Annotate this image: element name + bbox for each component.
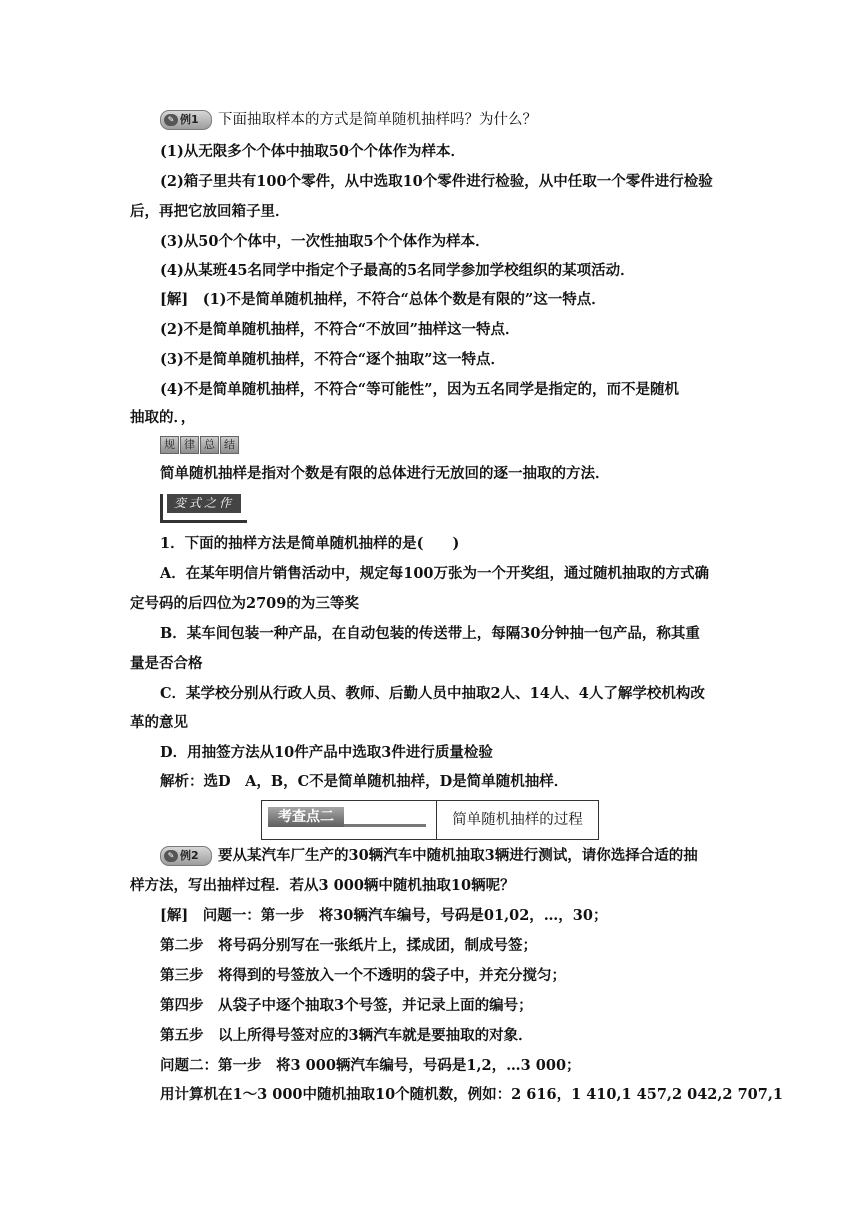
topic-2-tag: 考查点二 (268, 807, 344, 827)
variant-option-b-cont: 量是否合格 (130, 655, 203, 672)
example-2-solution-3: 第三步 将得到的号签放入一个不透明的袋子中，并充分搅匀； (160, 967, 566, 984)
example-2-solution-6: 问题二：第一步 将3 000辆汽车编号，号码是1,2，…3 000； (160, 1057, 581, 1074)
rule-summary-text: 简单随机抽样是指对个数是有限的总体进行无放回的逐一抽取的方法． (160, 465, 610, 482)
pencil-icon: ✎ (164, 850, 178, 862)
pencil-icon: ✎ (164, 114, 178, 126)
variant-option-d: D．用抽签方法从10件产品中选取3件进行质量检验 (160, 744, 493, 761)
example-2-badge: ✎ 例2 (160, 846, 212, 866)
example-2-solution-1: [解] 问题一：第一步 将30辆汽车编号，号码是01,02，…，30； (160, 907, 608, 924)
example-1-item-3: (3)从50个个体中，一次性抽取5个个体作为样本． (160, 233, 490, 250)
example-1-question: 下面抽取样本的方式是简单随机抽样吗？为什么？ (218, 112, 537, 128)
variant-question: 1．下面的抽样方法是简单随机抽样的是( ) (160, 535, 460, 552)
example-2-question-cont: 样方法，写出抽样过程．若从3 000辆中随机抽取10辆呢？ (130, 877, 515, 894)
variant-option-a: A．在某年明信片销售活动中，规定每100万张为一个开奖组，通过随机抽取的方式确 (160, 565, 710, 582)
rule-summary-tag: 规 律 总 结 (160, 436, 240, 454)
example-2-question: 要从某汽车厂生产的30辆汽车中随机抽取3辆进行测试，请你选择合适的抽 (218, 847, 698, 864)
example-2-question-line (160, 846, 698, 866)
example-1-item-1: (1)从无限多个个体中抽取50个个体作为样本． (160, 143, 465, 160)
example-2-solution-2: 第二步 将号码分别写在一张纸片上，揉成团，制成号签； (160, 937, 537, 954)
variant-answer: 解析：选D A，B，C不是简单随机抽样，D是简单随机抽样． (160, 773, 569, 790)
example-1-item-4: (4)从某班45名同学中指定个子最高的5名同学参加学校组织的某项活动． (160, 262, 635, 279)
variant-option-c-cont: 革的意见 (130, 714, 188, 731)
example-1-solution-3: (3)不是简单随机抽样，不符合“逐个抽取”这一特点． (160, 351, 505, 368)
variant-tag: 变式之作 (160, 494, 247, 523)
example-1-item-2: (2)箱子里共有100个零件，从中选取10个零件进行检验，从中任取一个零件进行检验 (160, 173, 713, 190)
variant-option-c: C．某学校分别从行政人员、教师、后勤人员中抽取2人、14人、4人了解学校机构改 (160, 685, 705, 702)
example-2-solution-7: 用计算机在1～3 000中随机抽取10个随机数，例如：2 616，1 410,1 457,2 042,2 707,1 (160, 1086, 783, 1103)
variant-option-b: B．某车间包装一种产品，在自动包装的传送带上，每隔30分钟抽一包产品，称其重 (160, 625, 700, 642)
topic-2-header (261, 800, 599, 840)
example-1-question-line (160, 110, 537, 130)
topic-2-title: 简单随机抽样的过程 (452, 812, 583, 828)
example-1-item-2-cont: 后，再把它放回箱子里． (130, 203, 290, 220)
example-1-solution-1: [解] (1)不是简单随机抽样，不符合“总体个数是有限的”这一特点． (160, 291, 606, 308)
example-1-badge: ✎ 例1 (160, 110, 212, 130)
example-1-solution-2: (2)不是简单随机抽样，不符合“不放回”抽样这一特点． (160, 321, 520, 338)
example-1-solution-4-cont: 抽取的．， (130, 409, 196, 426)
example-2-solution-4: 第四步 从袋子中逐个抽取3个号签，并记录上面的编号； (160, 997, 533, 1014)
example-1-solution-4: (4)不是简单随机抽样，不符合“等可能性”，因为五名同学是指定的，而不是随机 (160, 381, 679, 398)
example-2-solution-5: 第五步 以上所得号签对应的3辆汽车就是要抽取的对象． (160, 1027, 533, 1044)
variant-option-a-cont: 定号码的后四位为2709的为三等奖 (130, 595, 359, 612)
